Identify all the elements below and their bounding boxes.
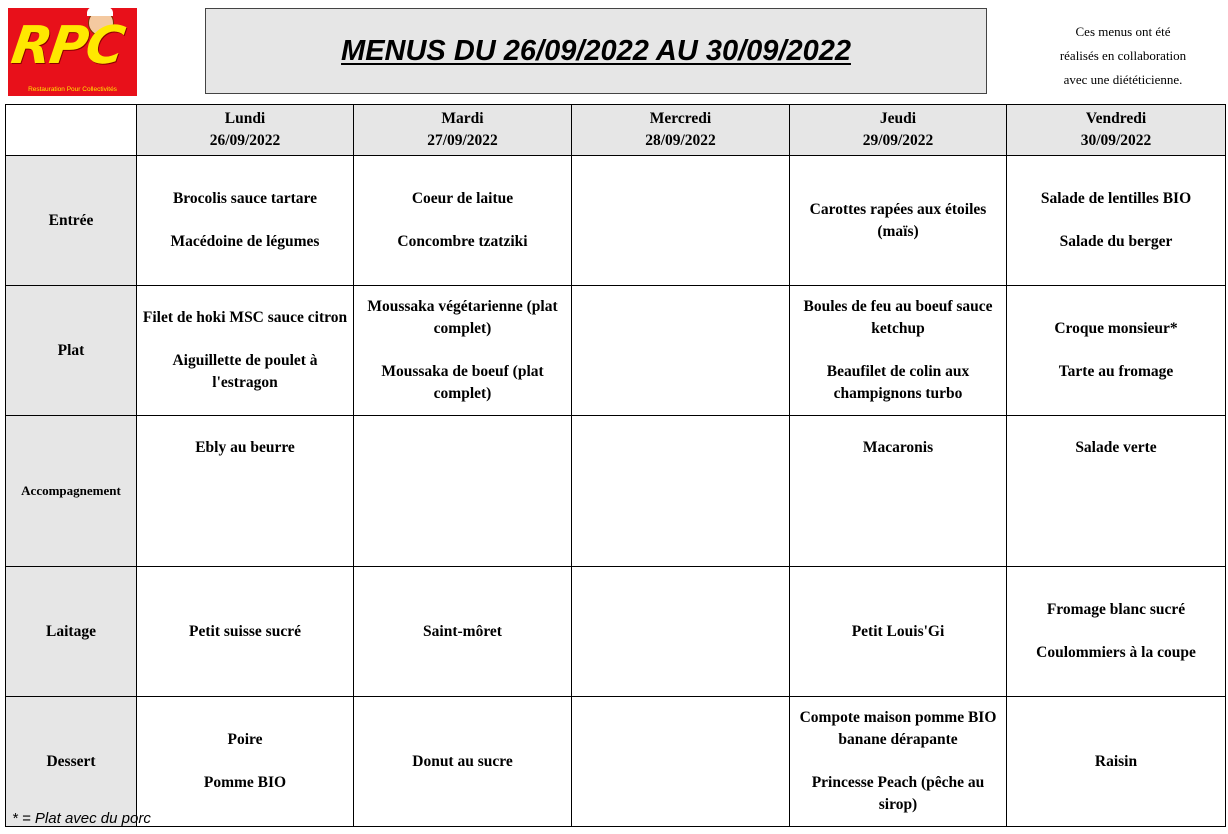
menu-cell: [790, 697, 1007, 827]
menu-cell-empty: [572, 156, 790, 286]
dietitian-note: [1020, 20, 1226, 92]
menu-cell: [137, 697, 354, 827]
day-header-mercredi: [572, 105, 790, 156]
day-date: 28/09/2022: [645, 132, 716, 149]
dish: Saint-môret: [423, 622, 502, 640]
dish: Macédoine de légumes: [170, 233, 320, 250]
page-title: MENUS DU 26/09/2022 AU 30/09/2022: [341, 34, 851, 67]
dish: Pomme BIO: [203, 774, 287, 791]
dish: Tarte au fromage: [1058, 363, 1174, 380]
rpc-logo: [8, 8, 137, 96]
menu-cell: [1007, 416, 1226, 567]
note-line: Ces menus ont été: [1075, 24, 1171, 39]
dish: Filet de hoki MSC sauce citron: [142, 309, 348, 326]
title-banner: [205, 8, 987, 94]
day-date: 27/09/2022: [427, 132, 498, 149]
menu-cell: [790, 567, 1007, 697]
dish: Brocolis sauce tartare: [172, 190, 318, 207]
dish: Carottes rapées aux étoiles (maïs): [809, 200, 987, 240]
day-header-jeudi: [790, 105, 1007, 156]
category-label: Plat: [6, 286, 137, 416]
day-date: 30/09/2022: [1080, 132, 1152, 149]
menu-cell: [354, 286, 572, 416]
menu-cell: [137, 286, 354, 416]
dish: Moussaka de boeuf (plat complet): [381, 363, 544, 402]
dish: Aiguillette de poulet à l'estragon: [172, 352, 318, 391]
dish: Fromage blanc sucré: [1046, 601, 1186, 618]
menu-cell-empty: [572, 567, 790, 697]
dish: Concombre tzatziki: [397, 233, 528, 250]
dish: Salade du berger: [1059, 233, 1173, 250]
dish: Moussaka végétarienne (plat complet): [367, 298, 558, 337]
row-plat: [6, 286, 1226, 416]
menu-cell-empty: [354, 416, 572, 567]
menu-cell: [1007, 286, 1226, 416]
dish: Poire: [227, 731, 263, 748]
dish: Coeur de laitue: [411, 190, 514, 207]
logo-letters: RPC: [8, 16, 127, 76]
day-date: 26/09/2022: [209, 132, 281, 149]
row-laitage: [6, 567, 1226, 697]
day-name: Jeudi: [879, 110, 917, 127]
menu-cell: [1007, 156, 1226, 286]
dish: Compote maison pomme BIO banane dérapante: [799, 709, 997, 748]
menu-cell-empty: [572, 286, 790, 416]
dish: Salade de lentilles BIO: [1040, 190, 1192, 207]
day-header-row: [6, 105, 1226, 156]
menu-cell: [790, 156, 1007, 286]
category-label: Laitage: [6, 567, 137, 697]
category-label: Dessert: [6, 697, 137, 827]
note-line: avec une diététicienne.: [1063, 72, 1183, 87]
menu-cell: [1007, 567, 1226, 697]
day-name: Mardi: [441, 110, 484, 127]
dish: Beaufilet de colin aux champignons turbo: [826, 363, 970, 402]
corner-cell: [6, 105, 137, 156]
day-name: Lundi: [224, 110, 266, 127]
row-accompagnement: [6, 416, 1226, 567]
menu-cell: [137, 567, 354, 697]
menu-cell: [354, 156, 572, 286]
dish: Petit Louis'Gi: [851, 622, 945, 640]
menu-cell-empty: [572, 697, 790, 827]
menu-cell-empty: [572, 416, 790, 567]
day-header-vendredi: [1007, 105, 1226, 156]
menu-cell: [354, 567, 572, 697]
dish: Coulommiers à la coupe: [1036, 644, 1196, 661]
dish: Macaronis: [862, 439, 934, 456]
day-name: Vendredi: [1085, 110, 1147, 127]
row-dessert: [6, 697, 1226, 827]
dish: Salade verte: [1075, 439, 1157, 456]
dish: Croque monsieur*: [1054, 320, 1178, 337]
menu-table: [5, 104, 1226, 827]
pork-footnote: * = Plat avec du porc: [12, 810, 151, 827]
menu-cell: [1007, 697, 1226, 827]
category-label: Entrée: [6, 156, 137, 286]
day-date: 29/09/2022: [862, 132, 934, 149]
dish: Petit suisse sucré: [189, 622, 301, 640]
menu-cell: [137, 156, 354, 286]
menu-cell: [790, 416, 1007, 567]
day-header-lundi: [137, 105, 354, 156]
dish: Princesse Peach (pêche au sirop): [811, 774, 985, 813]
dish: Boules de feu au boeuf sauce ketchup: [803, 298, 993, 337]
dish: Ebly au beurre: [195, 439, 295, 456]
note-line: réalisés en collaboration: [1059, 48, 1187, 63]
dish: Donut au sucre: [412, 752, 513, 770]
menu-cell: [790, 286, 1007, 416]
menu-cell: [354, 697, 572, 827]
day-header-mardi: [354, 105, 572, 156]
logo-tagline: Restauration Pour Collectivités: [28, 86, 117, 93]
dish: Raisin: [1094, 752, 1138, 770]
menu-cell: [137, 416, 354, 567]
day-name: Mercredi: [649, 110, 712, 127]
category-label: Accompagnement: [6, 416, 137, 567]
row-entree: [6, 156, 1226, 286]
